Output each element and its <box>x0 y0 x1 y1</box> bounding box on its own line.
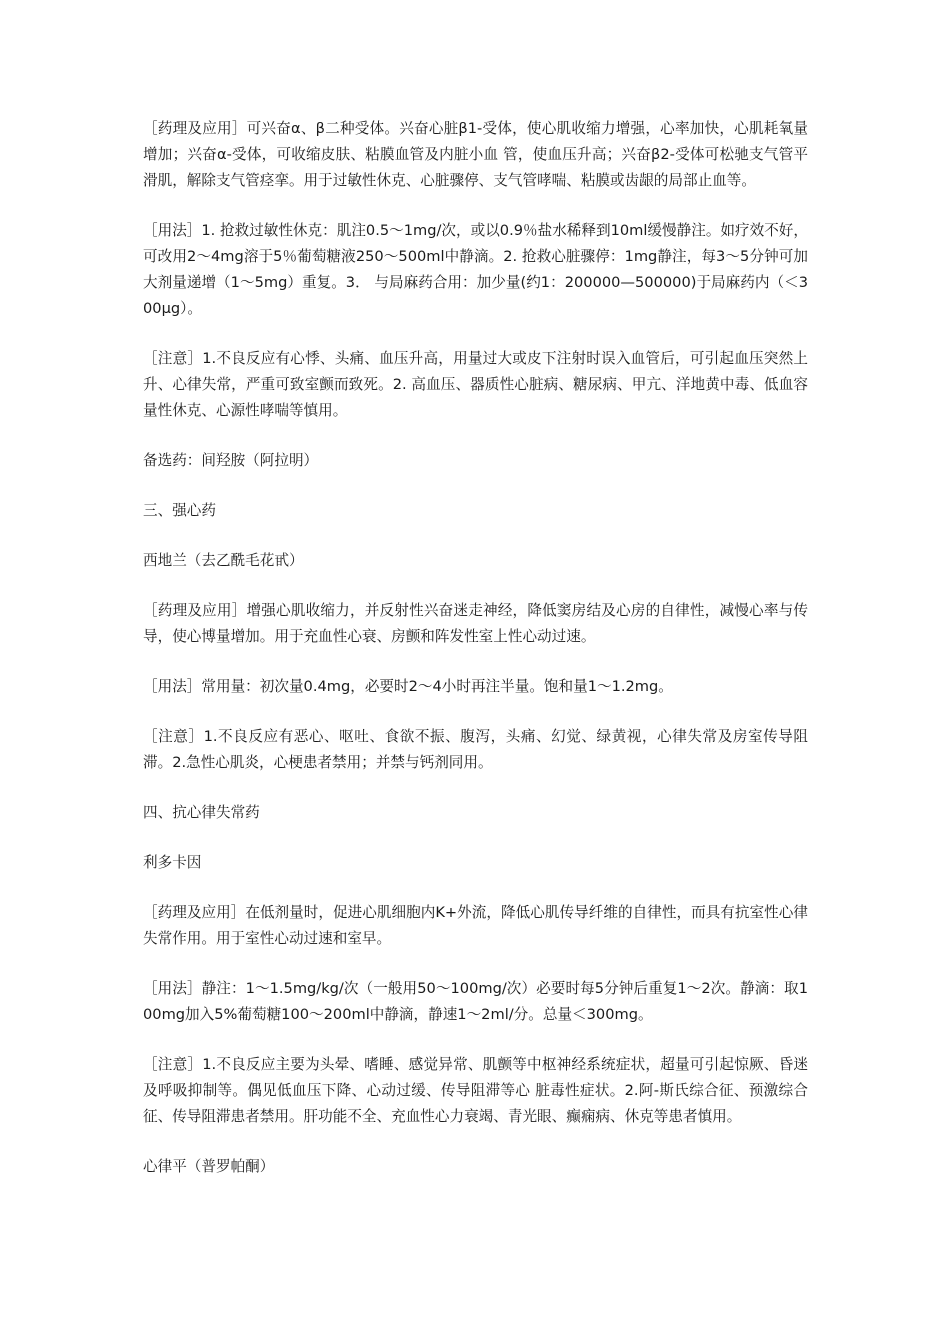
paragraph-alternative-drug: 备选药：间羟胺（阿拉明） <box>143 452 319 469</box>
paragraph-cedilanid-usage: ［用法］常用量：初次量0.4mg，必要时2～4小时再注半量。饱和量1～1.2mg。 <box>143 678 673 695</box>
paragraph-lidocaine-pharmacology: ［药理及应用］在低剂量时，促进心肌细胞内K+外流，降低心肌传导纤维的自律性，而具有抗室性心律失常作用。用于室性心动过速和室早。 <box>143 904 808 947</box>
paragraph-adrenaline-pharmacology: ［药理及应用］可兴奋α、β二种受体。兴奋心脏β1-受体，使心肌收缩力增强，心率加快，心肌耗氧量增加；兴奋α-受体，可收缩皮肤、粘膜血管及内脏小血 管，使血压升高；兴奋β2-受体可松驰支气管平滑肌，解除支气管痉挛。用于过敏性休克、心脏骤停、支气管哮喘、粘膜或齿龈的局部止血等。 <box>143 120 808 189</box>
paragraph-lidocaine-usage: ［用法］静注：1～1.5mg/kg/次（一般用50～100mg/次）必要时每5分钟后重复1～2次。静滴：取100mg加入5%葡萄糖100～200ml中静滴，静速1～2ml/分。总量＜300mg。 <box>143 980 808 1023</box>
drug-title-propafenone: 心律平（普罗帕酮） <box>143 1158 275 1175</box>
section-heading-cardiotonic: 三、强心药 <box>143 502 216 519</box>
paragraph-lidocaine-caution: ［注意］1.不良反应主要为头晕、嗜睡、感觉异常、肌颤等中枢神经系统症状，超量可引起惊厥、昏迷及呼吸抑制等。偶见低血压下降、心动过缓、传导阻滞等心 脏毒性症状。2.阿-斯氏综合征、预激综合征、传导阻滞患者禁用。肝功能不全、充血性心力衰竭、青光眼、癫痫病、休克等患者慎用。 <box>143 1056 808 1125</box>
paragraph-adrenaline-usage: ［用法］1. 抢救过敏性休克：肌注0.5～1mg/次，或以0.9％盐水稀释到10ml缓慢静注。如疗效不好，可改用2～4mg溶于5％葡萄糖液250～500ml中静滴。2. 抢救心脏骤停：1mg静注，每3～5分钟可加大剂量递增（1～5mg）重复。3． 与局麻药合用：加少量(约1：200000—500000)于局麻药内（＜300μg）。 <box>143 222 808 317</box>
paragraph-cedilanid-caution: ［注意］1.不良反应有恶心、呕吐、食欲不振、腹泻，头痛、幻觉、绿黄视，心律失常及房室传导阻滞。2.急性心肌炎，心梗患者禁用；并禁与钙剂同用。 <box>143 728 808 771</box>
document-body <box>143 116 808 1204</box>
paragraph-cedilanid-pharmacology: ［药理及应用］增强心肌收缩力，并反射性兴奋迷走神经，降低窦房结及心房的自律性，减慢心率与传导，使心博量增加。用于充血性心衰、房颤和阵发性室上性心动过速。 <box>143 602 808 645</box>
paragraph-adrenaline-caution: ［注意］1.不良反应有心悸、头痛、血压升高，用量过大或皮下注射时误入血管后，可引起血压突然上升、心律失常，严重可致室颤而致死。2. 高血压、器质性心脏病、糖尿病、甲亢、洋地黄中毒、低血容量性休克、心源性哮喘等慎用。 <box>143 350 808 419</box>
drug-title-cedilanid: 西地兰（去乙酰毛花甙） <box>143 552 304 569</box>
section-heading-antiarrhythmic: 四、抗心律失常药 <box>143 804 260 821</box>
drug-title-lidocaine: 利多卡因 <box>143 854 202 871</box>
